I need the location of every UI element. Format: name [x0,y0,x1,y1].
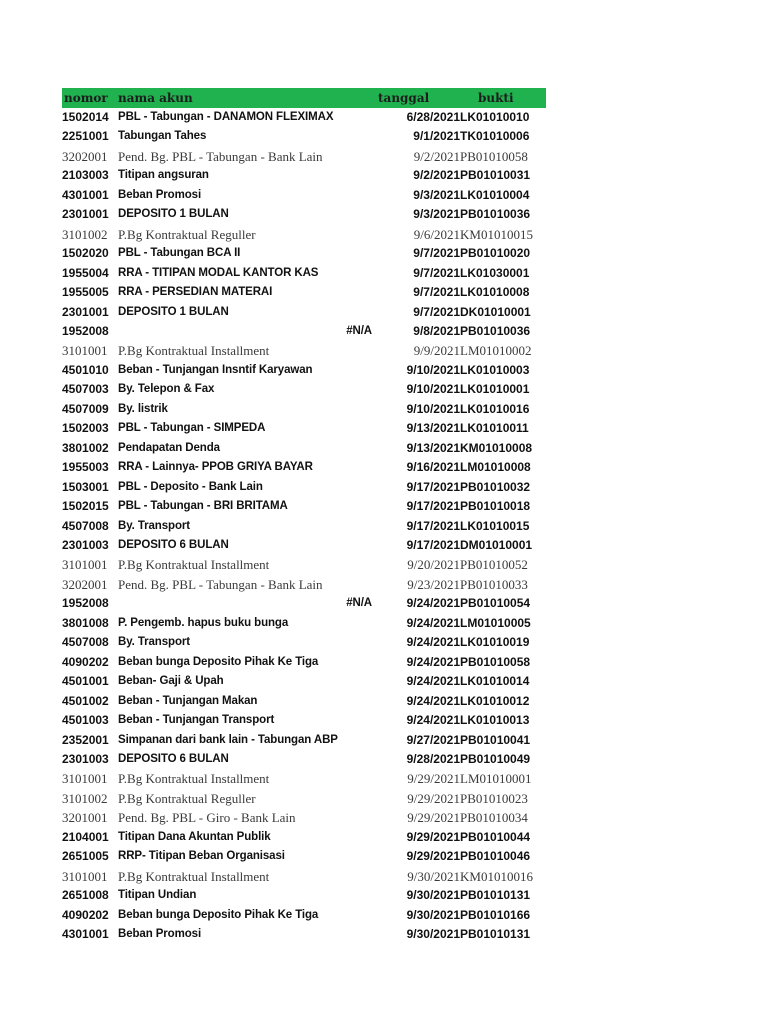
table-row [62,361,546,380]
header-tanggal[interactable]: tanggal [378,91,430,105]
table-row [62,750,546,769]
cell-nama-akun[interactable]: By. Transport [118,519,190,532]
table-row [62,497,546,516]
cell-nomor[interactable]: 2651005 [62,849,109,864]
table-body [62,108,546,944]
cell-nama-akun[interactable]: Simpanan dari bank lain - Tabungan ABP [118,733,338,746]
table-row [62,731,546,750]
cell-bukti[interactable]: PB01010031 [460,168,531,183]
table-row [62,633,546,652]
cell-nama-akun[interactable]: Beban - Tunjangan Insntif Karyawan [118,363,313,376]
cell-nama-akun[interactable]: DEPOSITO 1 BULAN [118,305,229,318]
cell-nama-akun[interactable]: RRA - PERSEDIAN MATERAI [118,286,273,299]
cell-nomor[interactable]: 4301001 [62,187,109,202]
cell-nama-akun[interactable]: DEPOSITO 6 BULAN [118,538,229,551]
cell-tanggal[interactable]: 9/7/2021 [413,304,460,319]
cell-tanggal[interactable]: 9/6/2021 [413,226,460,242]
cell-bukti[interactable]: LK01010004 [460,187,530,202]
cell-bukti[interactable]: LM01010001 [460,771,532,787]
cell-nomor[interactable]: 1955004 [62,265,109,280]
cell-nama-akun[interactable]: Beban bunga Deposito Pihak Ke Tiga [118,908,319,921]
cell-tanggal[interactable]: 9/29/2021 [407,771,460,787]
cell-tanggal[interactable]: 9/29/2021 [407,790,460,806]
cell-tanggal[interactable]: 9/13/2021 [406,421,460,436]
table-row [62,517,546,536]
table-row [62,594,546,613]
cell-tanggal[interactable]: 9/27/2021 [406,732,460,747]
cell-bukti[interactable]: LK01010001 [460,382,530,397]
table-row [62,906,546,925]
cell-bukti[interactable]: PB01010033 [460,576,528,592]
cell-nomor[interactable]: 1502015 [62,499,109,514]
cell-bukti[interactable]: PB01010131 [460,888,531,903]
cell-nama-akun[interactable]: Titipan angsuran [118,169,209,182]
cell-tanggal[interactable]: 9/29/2021 [406,849,460,864]
cell-nomor[interactable]: 2301003 [62,537,109,552]
cell-nama-akun[interactable]: RRA - TITIPAN MODAL KANTOR KAS [118,266,319,279]
cell-tanggal[interactable]: 9/24/2021 [406,635,460,650]
cell-nama-akun[interactable]: Titipan Undian [118,889,197,902]
table-row [62,847,546,866]
cell-tanggal[interactable]: 9/24/2021 [406,596,460,611]
cell-nomor[interactable]: 1503001 [62,479,109,494]
table-row [62,672,546,691]
cell-nama-akun[interactable]: P. Pengemb. hapus buku bunga [118,616,289,629]
cell-tanggal[interactable]: 9/30/2021 [407,868,460,884]
cell-nama-akun[interactable]: Beban bunga Deposito Pihak Ke Tiga [118,655,319,668]
cell-nama-akun[interactable]: Pend. Bg. PBL - Tabungan - Bank Lain [118,576,323,592]
cell-bukti[interactable]: PB01010058 [460,148,528,164]
table-row [62,614,546,633]
cell-bukti[interactable]: PB01010041 [460,732,531,747]
cell-tanggal[interactable]: 9/13/2021 [406,440,460,455]
cell-nomor[interactable]: 4501002 [62,693,109,708]
table-row [62,575,546,594]
cell-nomor[interactable]: 1502020 [62,246,109,261]
table-row [62,244,546,263]
table-row [62,828,546,847]
table-row [62,711,546,730]
cell-bukti[interactable]: LK01010015 [460,518,530,533]
cell-nama-akun[interactable]: PBL - Tabungan - BRI BRITAMA [118,500,288,513]
cell-nomor[interactable]: 4507008 [62,518,109,533]
cell-bukti[interactable]: PB01010052 [460,557,528,573]
cell-nomor[interactable]: 4507009 [62,401,109,416]
cell-tanggal[interactable]: 9/24/2021 [406,615,460,630]
cell-nomor[interactable]: 4090202 [62,907,109,922]
cell-bukti[interactable]: PB01010054 [460,596,531,611]
cell-bukti[interactable]: PB01010044 [460,829,531,844]
cell-bukti[interactable]: LM01010005 [460,615,531,630]
cell-nomor[interactable]: 3801008 [62,615,109,630]
cell-nama-akun[interactable]: Pend. Bg. PBL - Giro - Bank Lain [118,810,296,826]
cell-nama-akun[interactable]: PBL - Deposito - Bank Lain [118,480,263,493]
table-row [62,147,546,166]
cell-bukti[interactable]: PB01010020 [460,246,531,261]
cell-nama-akun[interactable]: RRP- Titipan Beban Organisasi [118,850,285,863]
cell-bukti[interactable]: LK01030001 [460,265,530,280]
header-bukti[interactable]: bukti [478,91,514,105]
table-row [62,225,546,244]
cell-bukti[interactable]: DM01010001 [460,537,533,552]
table-row [62,769,546,788]
cell-nama-akun[interactable]: PBL - Tabungan BCA II [118,247,241,260]
cell-bukti[interactable]: LK01010012 [460,693,530,708]
cell-bukti[interactable]: LK01010011 [460,421,529,436]
cell-tanggal[interactable]: 9/10/2021 [406,382,460,397]
cell-nomor[interactable]: 4501010 [62,362,109,377]
header-row [62,88,546,108]
cell-tanggal[interactable]: 9/17/2021 [406,537,460,552]
cell-nomor[interactable]: 3101001 [62,868,108,884]
cell-nomor[interactable]: 3101001 [62,343,108,359]
table-row [62,186,546,205]
cell-nama-akun[interactable]: RRA - Lainnya- PPOB GRIYA BAYAR [118,461,313,474]
cell-tanggal[interactable]: 9/29/2021 [407,810,460,826]
table-row [62,478,546,497]
table-row [62,808,546,827]
table-row [62,166,546,185]
table-row [62,108,546,127]
cell-nomor[interactable]: 2104001 [62,829,109,844]
cell-bukti[interactable]: LK01010014 [460,674,530,689]
cell-nomor[interactable]: 1502014 [62,110,109,124]
table-row [62,555,546,574]
cell-nama-akun[interactable]: DEPOSITO 1 BULAN [118,208,229,221]
cell-nomor[interactable]: 2301003 [62,751,109,766]
cell-nama-akun[interactable]: P.Bg Kontraktual Installment [118,557,270,573]
cell-nama-akun[interactable]: #N/A [346,324,372,337]
table-row [62,653,546,672]
cell-tanggal[interactable]: 9/23/2021 [407,576,460,592]
cell-tanggal[interactable]: 9/24/2021 [406,693,460,708]
cell-nama-akun[interactable]: Beban Promosi [118,928,202,941]
cell-nama-akun[interactable]: PBL - Tabungan - SIMPEDA [118,422,266,435]
cell-tanggal[interactable]: 9/7/2021 [413,285,460,300]
table-row [62,867,546,886]
cell-nomor[interactable]: 4501003 [62,713,109,728]
cell-nama-akun[interactable]: Beban Promosi [118,188,202,201]
cell-tanggal[interactable]: 9/2/2021 [413,168,460,183]
journal-table [62,88,546,944]
cell-nomor[interactable]: 1952008 [62,596,109,611]
cell-nomor[interactable]: 1952008 [62,323,109,338]
cell-bukti[interactable]: LM01010008 [460,460,531,475]
cell-bukti[interactable]: LK01010003 [460,362,530,377]
cell-nomor[interactable]: 1955003 [62,460,109,475]
header-nomor[interactable]: nomor [64,91,108,105]
cell-tanggal[interactable]: 9/9/2021 [413,343,460,359]
cell-tanggal[interactable]: 9/8/2021 [413,323,460,338]
cell-nama-akun[interactable]: By. listrik [118,402,168,415]
cell-nomor[interactable]: 1502003 [62,421,109,436]
cell-nomor[interactable]: 3801002 [62,440,109,455]
table-row [62,925,546,944]
cell-tanggal[interactable]: 9/10/2021 [406,401,460,416]
cell-bukti[interactable]: LK01010008 [460,285,530,300]
table-row [62,341,546,360]
cell-nama-akun[interactable]: Pendapatan Denda [118,441,220,454]
cell-tanggal[interactable]: 9/24/2021 [406,674,460,689]
cell-tanggal[interactable]: 9/3/2021 [413,187,460,202]
cell-tanggal[interactable]: 9/10/2021 [406,362,460,377]
table-row [62,419,546,438]
cell-bukti[interactable]: PB01010032 [460,479,531,494]
table-row [62,400,546,419]
cell-tanggal[interactable]: 9/7/2021 [413,265,460,280]
cell-bukti[interactable]: LK01010010 [460,110,530,124]
cell-nomor[interactable]: 4507008 [62,635,109,650]
cell-tanggal[interactable]: 9/24/2021 [406,654,460,669]
cell-nomor[interactable]: 2352001 [62,732,109,747]
cell-nomor[interactable]: 4501001 [62,674,109,689]
table-row [62,283,546,302]
cell-nama-akun[interactable]: DEPOSITO 6 BULAN [118,752,229,765]
cell-tanggal[interactable]: 9/20/2021 [407,557,460,573]
cell-tanggal[interactable]: 9/2/2021 [413,148,460,164]
cell-nomor[interactable]: 2651008 [62,888,109,903]
cell-nama-akun[interactable]: Tabungan Tahes [118,130,207,143]
cell-nomor[interactable]: 4507003 [62,382,109,397]
cell-nama-akun[interactable]: P.Bg Kontraktual Installment [118,868,270,884]
table-row [62,439,546,458]
cell-bukti[interactable]: PB01010023 [460,790,528,806]
cell-nama-akun[interactable]: Beban- Gaji & Upah [118,675,224,688]
cell-nomor[interactable]: 3101001 [62,557,108,573]
table-row [62,264,546,283]
cell-bukti[interactable]: PB01010058 [460,654,531,669]
cell-bukti[interactable]: TK01010006 [460,129,530,144]
cell-nomor[interactable]: 4301001 [62,927,109,942]
cell-nomor[interactable]: 4090202 [62,654,109,669]
cell-nomor[interactable]: 3202001 [62,148,108,164]
cell-nama-akun[interactable]: By. Transport [118,636,190,649]
cell-bukti[interactable]: PB01010034 [460,810,528,826]
cell-bukti[interactable]: LK01010016 [460,401,530,416]
cell-tanggal[interactable]: 9/1/2021 [413,129,460,144]
cell-nomor[interactable]: 3101002 [62,226,108,242]
cell-tanggal[interactable]: 9/17/2021 [406,518,460,533]
cell-tanggal[interactable]: 9/3/2021 [413,207,460,222]
cell-tanggal[interactable]: 9/17/2021 [406,499,460,514]
cell-nomor[interactable]: 2301001 [62,207,109,222]
cell-nama-akun[interactable]: Beban - Tunjangan Transport [118,714,275,727]
cell-nama-akun[interactable]: Pend. Bg. PBL - Tabungan - Bank Lain [118,148,323,164]
cell-nama-akun[interactable]: P.Bg Kontraktual Installment [118,343,270,359]
cell-nama-akun[interactable]: Titipan Dana Akuntan Publik [118,830,271,843]
cell-tanggal[interactable]: 6/28/2021 [406,110,460,124]
table-row [62,322,546,341]
cell-nama-akun[interactable]: PBL - Tabungan - DANAMON FLEXIMAX [118,111,334,123]
cell-nomor[interactable]: 2103003 [62,168,109,183]
cell-bukti[interactable]: PB01010036 [460,323,531,338]
cell-tanggal[interactable]: 9/24/2021 [406,713,460,728]
table-row [62,380,546,399]
cell-tanggal[interactable]: 9/7/2021 [413,246,460,261]
cell-nama-akun[interactable]: #N/A [346,597,372,610]
cell-tanggal[interactable]: 9/16/2021 [406,460,460,475]
cell-tanggal[interactable]: 9/30/2021 [406,888,460,903]
cell-bukti[interactable]: KM01010015 [460,226,533,242]
cell-nomor[interactable]: 1955005 [62,285,109,300]
cell-nomor[interactable]: 2251001 [62,129,109,144]
cell-tanggal[interactable]: 9/29/2021 [406,829,460,844]
table-row [62,127,546,146]
cell-nama-akun[interactable]: Beban - Tunjangan Makan [118,694,258,707]
cell-nomor[interactable]: 3101001 [62,771,108,787]
cell-nama-akun[interactable]: By. Telepon & Fax [118,383,215,396]
cell-nomor[interactable]: 3201001 [62,810,108,826]
cell-tanggal[interactable]: 9/17/2021 [406,479,460,494]
table-row [62,458,546,477]
cell-bukti[interactable]: KM01010008 [460,440,533,455]
table-row [62,692,546,711]
cell-bukti[interactable]: PB01010049 [460,751,531,766]
cell-tanggal[interactable]: 9/30/2021 [406,927,460,942]
cell-bukti[interactable]: KM01010016 [460,868,533,884]
cell-bukti[interactable]: PB01010131 [460,927,531,942]
table-row [62,536,546,555]
cell-nama-akun[interactable]: P.Bg Kontraktual Reguller [118,790,256,806]
cell-nama-akun[interactable]: P.Bg Kontraktual Installment [118,771,270,787]
table-row [62,205,546,224]
cell-nomor[interactable]: 3101002 [62,790,108,806]
table-row [62,303,546,322]
cell-tanggal[interactable]: 9/28/2021 [406,751,460,766]
cell-bukti[interactable]: LK01010019 [460,635,530,650]
cell-bukti[interactable]: PB01010036 [460,207,531,222]
cell-tanggal[interactable]: 9/30/2021 [406,907,460,922]
table-row [62,886,546,905]
cell-bukti[interactable]: LM01010002 [460,343,532,359]
cell-bukti[interactable]: DK01010001 [460,304,531,319]
cell-nomor[interactable]: 3202001 [62,576,108,592]
header-nama-akun[interactable]: nama akun [118,91,193,105]
cell-bukti[interactable]: PB01010046 [460,849,531,864]
cell-nama-akun[interactable]: P.Bg Kontraktual Reguller [118,226,256,242]
cell-bukti[interactable]: LK01010013 [460,713,530,728]
cell-bukti[interactable]: PB01010018 [460,499,531,514]
cell-nomor[interactable]: 2301001 [62,304,109,319]
table-row [62,789,546,808]
cell-bukti[interactable]: PB01010166 [460,907,531,922]
